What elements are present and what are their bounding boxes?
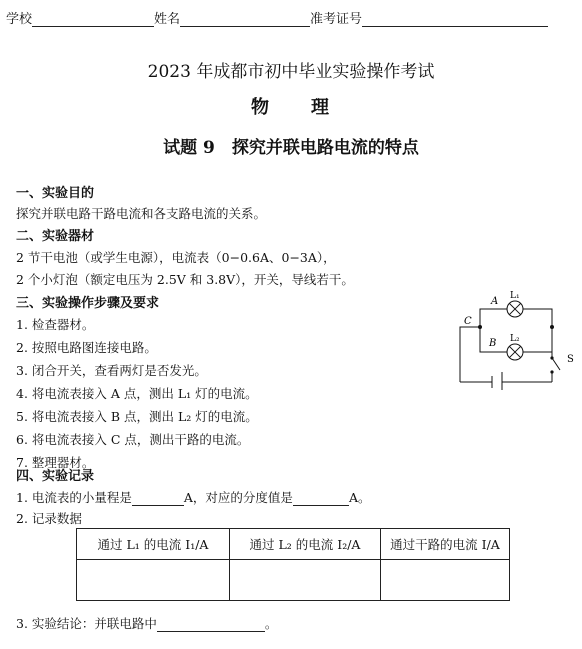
step-item: 4. 将电流表接入 A 点，测出 L₁ 灯的电流。 — [16, 386, 258, 401]
section-heading-equipment: 二、实验器材 — [16, 229, 95, 244]
subject-title: 物 理 — [251, 97, 331, 118]
record-data-label: 2. 记录数据 — [16, 511, 82, 526]
circuit-label-c: C — [464, 316, 472, 327]
ticket-number-field[interactable] — [362, 10, 548, 27]
conclusion-question: 3. 实验结论：并联电路中 。 — [16, 616, 278, 631]
circuit-label-l2: L₂ — [510, 334, 520, 344]
division-value-blank[interactable] — [293, 491, 349, 506]
ticket-label: 准考证号 — [310, 12, 363, 27]
circuit-label-a: A — [491, 296, 499, 307]
equipment-line-2: 2 个小灯泡（额定电压为 2.5V 和 3.8V），开关，导线若干。 — [16, 272, 354, 287]
record-table — [76, 528, 510, 601]
name-field[interactable] — [180, 10, 310, 27]
small-range-blank[interactable] — [132, 491, 184, 506]
exam-header — [6, 8, 576, 27]
step-item: 1. 检查器材。 — [16, 317, 95, 332]
range-question: 1. 电流表的小量程是 A，对应的分度值是 A。 — [16, 490, 371, 505]
step-item: 2. 按照电路图连接电路。 — [16, 340, 157, 355]
circuit-label-s: S — [567, 354, 574, 365]
section-heading-steps: 三、实验操作步骤及要求 — [16, 296, 160, 311]
circuit-label-l1: L₁ — [510, 291, 520, 301]
table-header-i1: 通过 L₁ 的电流 I₁/A — [77, 529, 230, 560]
table-cell-i2[interactable] — [230, 560, 381, 601]
step-item: 3. 闭合开关，查看两灯是否发光。 — [16, 363, 207, 378]
section-heading-purpose: 一、实验目的 — [16, 186, 95, 201]
conclusion-blank[interactable] — [157, 617, 265, 632]
step-item: 7. 整理器材。 — [16, 455, 95, 470]
step-item: 6. 将电流表接入 C 点，测出干路的电流。 — [16, 432, 250, 447]
equipment-line-1: 2 节干电池（或学生电源），电流表（0−0.6A、0−3A）， — [16, 250, 336, 265]
circuit-diagram — [452, 290, 580, 390]
section-heading-record: 四、实验记录 — [16, 469, 95, 484]
school-field[interactable] — [32, 10, 154, 27]
name-label: 姓名 — [154, 12, 181, 27]
table-cell-i1[interactable] — [77, 560, 230, 601]
purpose-text: 探究并联电路干路电流和各支路电流的关系。 — [16, 206, 267, 221]
circuit-label-b: B — [489, 338, 497, 349]
table-header-i2: 通过 L₂ 的电流 I₂/A — [230, 529, 381, 560]
step-item: 5. 将电流表接入 B 点，测出 L₂ 灯的电流。 — [16, 409, 258, 424]
school-label: 学校 — [6, 12, 33, 27]
table-cell-i[interactable] — [381, 560, 510, 601]
table-header-i: 通过干路的电流 I/A — [381, 529, 510, 560]
switch-icon — [552, 358, 560, 370]
exam-title: 2023 年成都市初中毕业实验操作考试 — [147, 62, 435, 82]
topic-title: 试题 9 探究并联电路电流的特点 — [163, 138, 419, 158]
